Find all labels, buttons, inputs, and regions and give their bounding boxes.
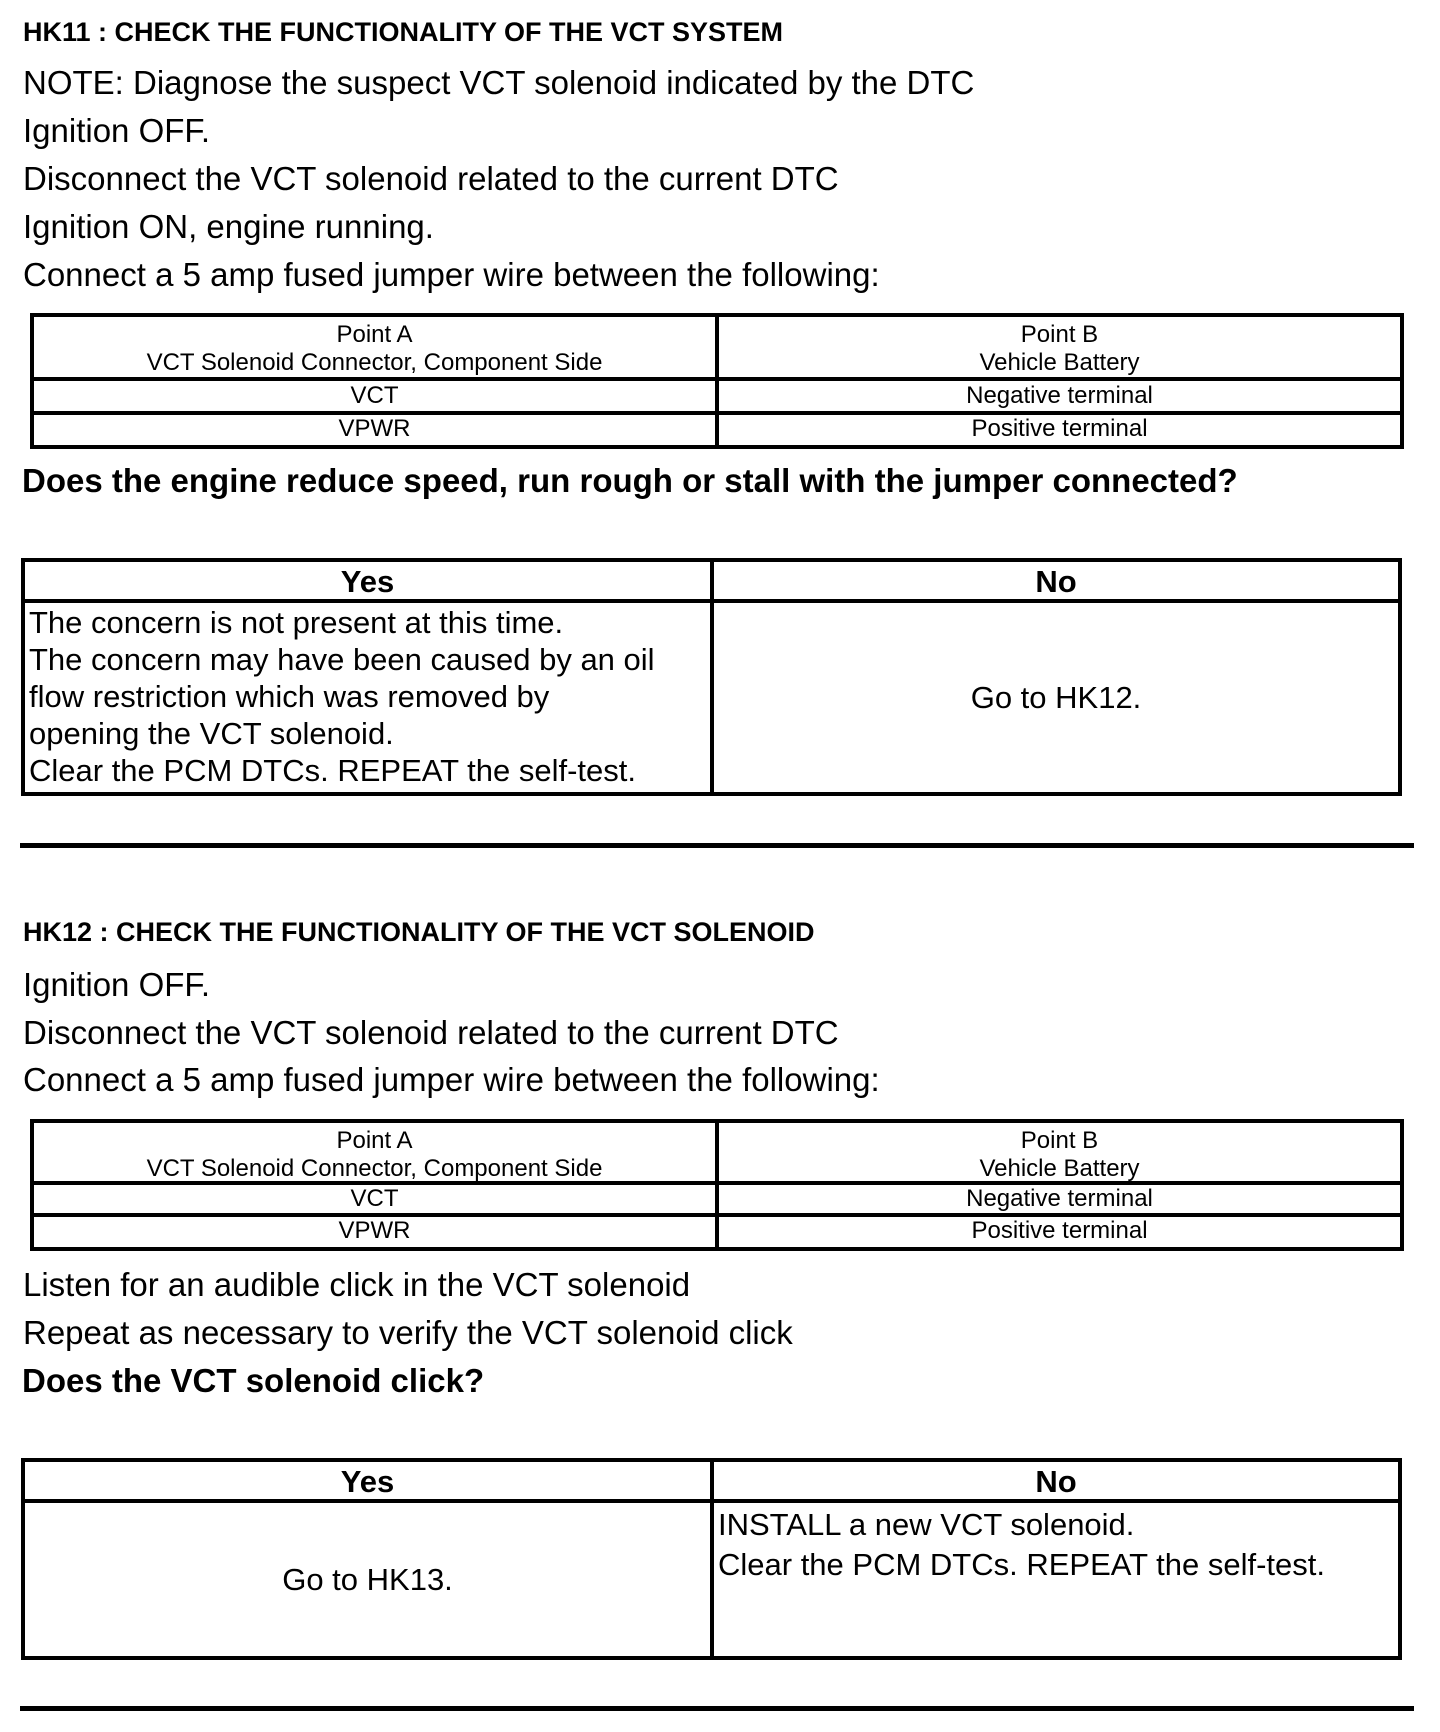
hk12-step-disconnect: Disconnect the VCT solenoid related to the current DTC	[23, 1014, 839, 1051]
hk12-result-table	[21, 1458, 1402, 1660]
hk12-repeat-instruction: Repeat as necessary to verify the VCT solenoid click	[23, 1314, 793, 1351]
point-b-label: Point B	[1020, 1127, 1099, 1154]
jumper-table-header-row	[34, 317, 1400, 381]
hk11-jumper-table	[30, 313, 1404, 449]
result-table-body	[25, 1503, 1398, 1656]
hk12-heading: HK12 : CHECK THE FUNCTIONALITY OF THE VCT SOLENOID	[23, 917, 815, 947]
jumper-table-row	[34, 1217, 1400, 1247]
no-result: Go to HK12.	[970, 679, 1142, 715]
no-result	[714, 1503, 1398, 1656]
yes-result-line: Clear the PCM DTCs. REPEAT the self-test.	[29, 753, 636, 788]
section-divider	[20, 843, 1414, 848]
yes-result-line: opening the VCT solenoid.	[29, 716, 394, 751]
yes-header: Yes	[25, 1462, 714, 1499]
hk11-step-ignition-on: Ignition ON, engine running.	[23, 208, 434, 245]
hk12-listen-instruction: Listen for an audible click in the VCT solenoid	[23, 1266, 691, 1303]
yes-result	[25, 603, 714, 792]
yes-header: Yes	[25, 562, 714, 599]
point-b-header	[719, 317, 1400, 377]
section-divider	[20, 1706, 1414, 1711]
point-a-description: VCT Solenoid Connector, Component Side	[146, 1155, 603, 1182]
point-b-value: Negative terminal	[966, 382, 1153, 409]
no-header: No	[1035, 1464, 1077, 1499]
hk12-jumper-table	[30, 1119, 1404, 1251]
hk11-result-table	[21, 558, 1402, 796]
result-table-header	[25, 1462, 1398, 1503]
point-a-description: VCT Solenoid Connector, Component Side	[146, 349, 603, 376]
hk12-question: Does the VCT solenoid click?	[22, 1362, 485, 1399]
jumper-table-row	[34, 415, 1400, 445]
point-a-value: VPWR	[34, 415, 719, 445]
point-a-value: VCT	[34, 1185, 719, 1213]
jumper-table-header-row	[34, 1123, 1400, 1185]
yes-result: Go to HK13.	[25, 1503, 714, 1656]
yes-result-line: The concern is not present at this time.	[29, 605, 564, 640]
jumper-table-row	[34, 1185, 1400, 1217]
point-b-header	[719, 1123, 1400, 1181]
point-a-value: VPWR	[34, 1217, 719, 1247]
hk11-question: Does the engine reduce speed, run rough or stall with the jumper connected?	[22, 462, 1238, 499]
point-b-value: Positive terminal	[971, 415, 1148, 442]
result-table-body	[25, 603, 1398, 792]
point-b-description: Vehicle Battery	[979, 1155, 1140, 1182]
hk11-heading: HK11 : CHECK THE FUNCTIONALITY OF THE VCT SYSTEM	[23, 17, 784, 47]
yes-result-line: flow restriction which was removed by	[29, 679, 550, 714]
point-b-value: Negative terminal	[966, 1185, 1153, 1212]
point-a-header	[34, 317, 719, 377]
hk12-step-ignition-off: Ignition OFF.	[23, 966, 211, 1003]
point-a-label: Point A	[336, 321, 413, 348]
point-a-header	[34, 1123, 719, 1181]
hk12-step-connect: Connect a 5 amp fused jumper wire between the following:	[23, 1061, 880, 1098]
point-b-description: Vehicle Battery	[979, 349, 1140, 376]
no-result-line: Clear the PCM DTCs. REPEAT the self-test.	[718, 1547, 1325, 1582]
yes-result-line: The concern may have been caused by an oil	[29, 642, 655, 677]
point-a-label: Point A	[336, 1127, 413, 1154]
no-header: No	[1035, 564, 1077, 599]
hk11-note: NOTE: Diagnose the suspect VCT solenoid indicated by the DTC	[23, 64, 975, 101]
point-b-label: Point B	[1020, 321, 1099, 348]
point-b-value: Positive terminal	[971, 1217, 1148, 1244]
hk11-step-ignition-off: Ignition OFF.	[23, 112, 211, 149]
jumper-table-row	[34, 381, 1400, 415]
point-a-value: VCT	[34, 381, 719, 411]
hk11-step-connect: Connect a 5 amp fused jumper wire between the following:	[23, 256, 880, 293]
result-table-header	[25, 562, 1398, 603]
no-result-line: INSTALL a new VCT solenoid.	[718, 1507, 1135, 1542]
hk11-step-disconnect: Disconnect the VCT solenoid related to the current DTC	[23, 160, 839, 197]
